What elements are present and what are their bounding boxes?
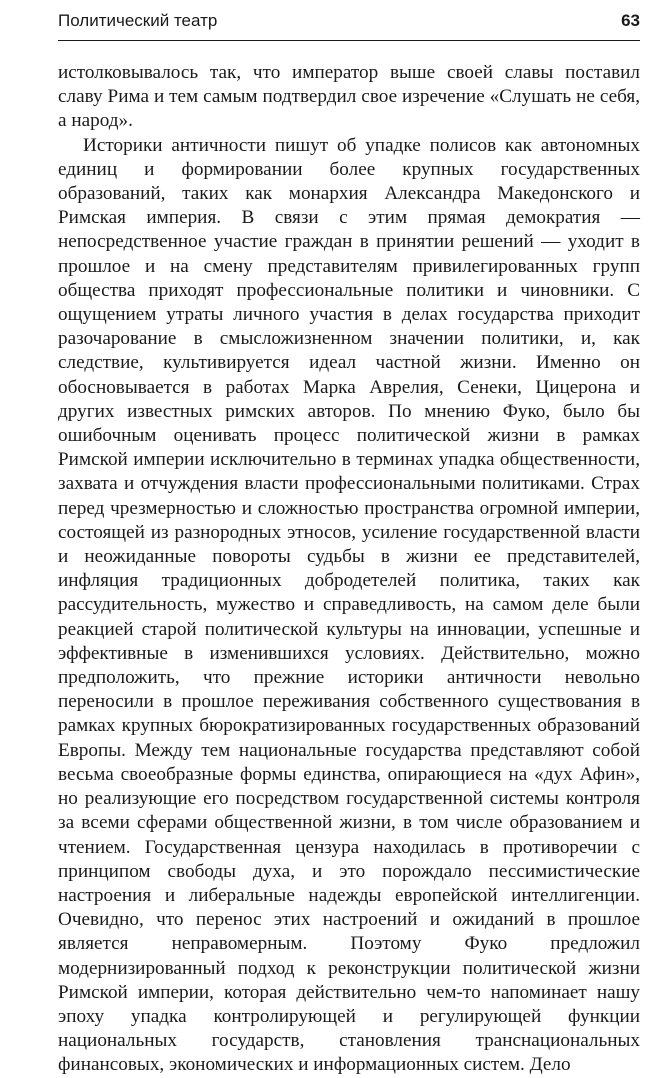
paragraph-continued: истолковывалось так, что император выше своей славы поставил славу Рима и тем самым подтвердил свое изречение «Слушать не себя, а народ». bbox=[58, 62, 640, 132]
body-text bbox=[58, 61, 640, 1078]
paragraph: Историки античности пишут об упадке полисов как автономных единиц и формировании более крупных государственных образований, таких как монархия Александра Македонского и Римская империя. В связи с этим прямая демократия — непосредственное участие граждан в принятии решений — уходит в прошлое и на смену представителям привилегированных групп общества приходят профессиональные политики и чиновники. С ощущением утраты личного участия в делах государства приходит разочарование в смысложизненном значении политики, и, как следствие, культивируется идеал частной жизни. Именно он обосновывается в работах Марка Аврелия, Сенеки, Цицерона и других известных римских авторов. По мнению Фуко, было бы ошибочным оценивать процесс политической жизни в рамках Римской империи исключительно в терминах упадка общественности, захвата и отчуждения власти профессиональными политиками. Страх перед чрезмерностью и сложностью пространства огромной империи, состоящей из разнородных этносов, усиление государственной власти и неожиданные повороты судьбы в жизни ее представителей, инфляция традиционных добродетелей политика, таких как рассудительность, мужество и справедливость, на самом деле были реакцией старой политической культуры на инновации, успешные и эффективные в изменившихся условиях. Действительно, можно предположить, что прежние историки античности невольно переносили в прошлое переживания собственного существования в рамках крупных бюрократизированных государственных образований Европы. Между тем национальные государства представляют собой весьма своеобразные формы единства, опирающиеся на «дух Афин», но реализующие его посредством государственной системы контроля за всеми сферами общественной жизни, в том числе образованием и чтением. Государственная цензура находилась в противоречии с принципом свободы духа, и это порождало пессимистические настроения и либеральные надежды европейской интеллигенции. Очевидно, что перенос этих настроений и ожиданий в прошлое является неправомерным. Поэтому Фуко предложил модернизированный подход к реконструкции политической жизни Римской империи, которая действительно чем-то напоминает нашу эпоху упадка контролирующей и регулирующей функции национальных государств, становления транснациональных финансовых, экономических и информационных систем. Дело bbox=[58, 134, 640, 1076]
running-header bbox=[58, 0, 640, 41]
running-title: Политический театр bbox=[58, 11, 218, 30]
page-number: 63 bbox=[621, 11, 640, 30]
